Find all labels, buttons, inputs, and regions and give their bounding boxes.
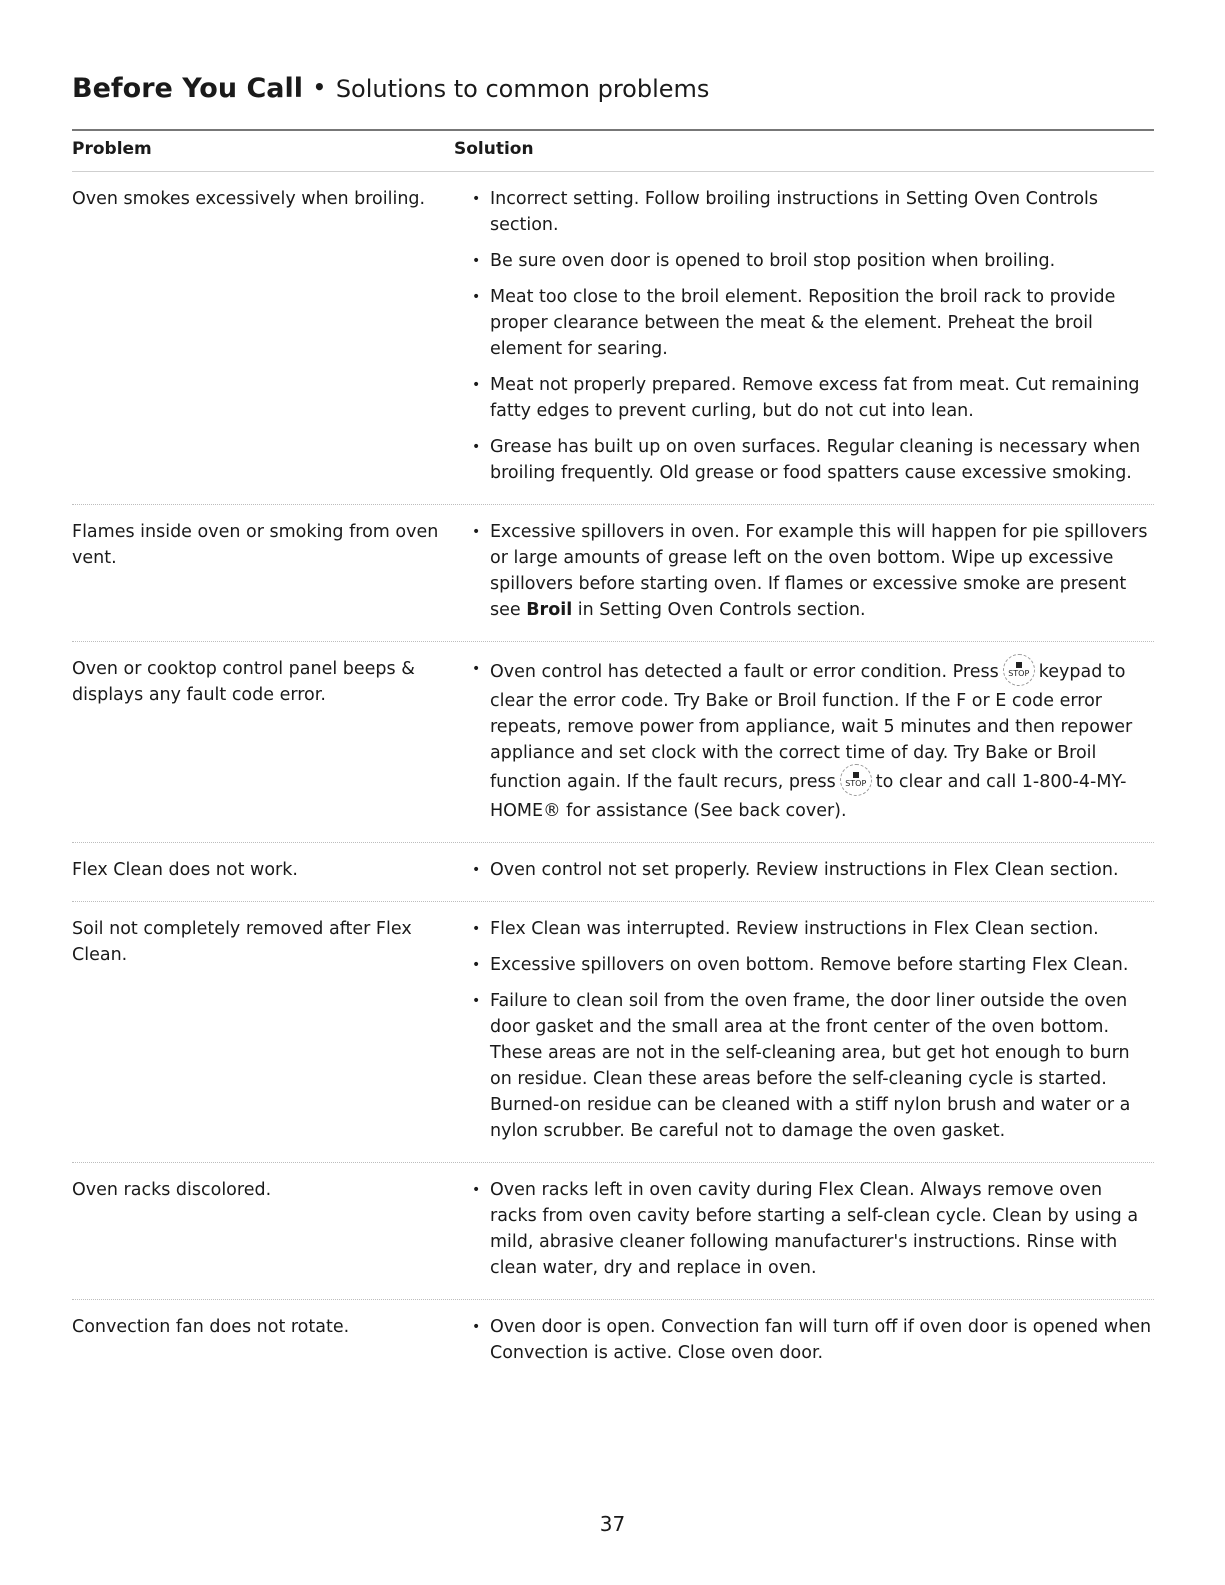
troubleshooting-page — [72, 70, 1154, 1384]
solution-item: • Meat too close to the broil element. Reposition the broil rack to provide proper clearance between the meat & the element. Preheat the broil element for searing. — [470, 284, 1154, 362]
solution-text: keypad to clear the error code. Try Bake or Broil function. If the F or E code error repeats, remove power from appliance, wait 5 minutes and then repower appliance and set clock with the correct time of day. Try Bake or Broil function again. If the fault recurs, press — [490, 662, 1133, 792]
solution-text: Oven control has detected a fault or error condition. Press — [490, 662, 999, 682]
solution-item: • Meat not properly prepared. Remove excess fat from meat. Cut remaining fatty edges to prevent curling, but do not cut into lean. — [470, 372, 1154, 424]
table-row — [72, 1163, 1154, 1300]
table-row — [72, 902, 1154, 1163]
solution-item: • Oven racks left in oven cavity during Flex Clean. Always remove oven racks from oven cavity before starting a self-clean cycle. Clean by using a mild, abrasive cleaner following manufacturer's instructions. Rinse with clean water, dry and replace in oven. — [470, 1177, 1154, 1281]
solution-item: • Oven door is open. Convection fan will turn off if oven door is opened when Convection is active. Close oven door. — [470, 1314, 1154, 1366]
solution-item: • Grease has built up on oven surfaces. Regular cleaning is necessary when broiling frequently. Old grease or food spatters cause excessive smoking. — [470, 434, 1154, 486]
column-header-problem: Problem — [72, 139, 152, 159]
solution-cell — [470, 857, 1154, 883]
title-main: Before You Call — [72, 73, 304, 104]
solution-cell — [470, 916, 1154, 1144]
page-number: 37 — [599, 1512, 626, 1536]
stop-key-label: STOP — [1008, 669, 1030, 678]
solution-item: • Failure to clean soil from the oven frame, the door liner outside the oven door gasket and the small area at the front center of the oven bottom. These areas are not in the self-cleaning area, but get hot enough to burn on residue. Clean these areas before the self-cleaning cycle is started. Burned-on residue can be cleaned with a stiff nylon brush and water or a nylon scrubber. Be careful not to damage the oven gasket. — [470, 988, 1154, 1144]
solution-list — [470, 916, 1154, 1144]
solution-item: • Be sure oven door is opened to broil stop position when broiling. — [470, 248, 1154, 274]
solution-cell — [470, 1177, 1154, 1281]
solution-list — [470, 1177, 1154, 1281]
solution-item: • Incorrect setting. Follow broiling instructions in Setting Oven Controls section. — [470, 186, 1154, 238]
stop-square-icon — [1016, 662, 1022, 668]
problem-cell: Soil not completely removed after Flex Clean. — [72, 919, 412, 965]
solution-cell — [470, 186, 1154, 486]
table-row — [72, 1300, 1154, 1384]
solution-item — [470, 656, 1154, 824]
page-title — [72, 70, 1154, 109]
problem-cell: Convection fan does not rotate. — [72, 1317, 350, 1337]
solution-list — [470, 519, 1154, 623]
title-separator: • — [313, 75, 326, 99]
table-row — [72, 843, 1154, 902]
table-row — [72, 172, 1154, 505]
table-header — [72, 129, 1154, 172]
problem-cell: Oven or cooktop control panel beeps & displays any fault code error. — [72, 659, 415, 705]
solution-list — [470, 1314, 1154, 1366]
stop-key-icon — [840, 764, 872, 796]
column-header-solution: Solution — [454, 139, 534, 159]
solution-item: • Excessive spillovers on oven bottom. Remove before starting Flex Clean. — [470, 952, 1154, 978]
title-subtitle: Solutions to common problems — [335, 75, 710, 103]
problem-cell: Flex Clean does not work. — [72, 860, 298, 880]
solution-cell — [470, 656, 1154, 824]
solution-cell — [470, 519, 1154, 623]
solution-text: Excessive spillovers in oven. For example this will happen for pie spillovers or large amounts of grease left on the oven bottom. Wipe up excessive spillovers before starting oven. If flames or excessive smoke are present see — [490, 522, 1148, 620]
solution-text: to clear and call 1-800-4-MY-HOME® for assistance (See back cover). — [490, 772, 1127, 821]
solution-text: in Setting Oven Controls section. — [572, 600, 866, 620]
table-row — [72, 505, 1154, 642]
solution-item: • Flex Clean was interrupted. Review instructions in Flex Clean section. — [470, 916, 1154, 942]
solution-list — [470, 656, 1154, 824]
solution-item — [470, 519, 1154, 623]
stop-key-icon — [1003, 654, 1035, 686]
solution-bold-text: Broil — [526, 600, 573, 620]
solution-item: • Oven control not set properly. Review instructions in Flex Clean section. — [470, 857, 1154, 883]
solution-list — [470, 857, 1154, 883]
table-row — [72, 642, 1154, 843]
problem-cell: Flames inside oven or smoking from oven vent. — [72, 522, 439, 568]
problem-cell: Oven smokes excessively when broiling. — [72, 189, 426, 209]
problem-cell: Oven racks discolored. — [72, 1180, 272, 1200]
stop-key-label: STOP — [845, 779, 867, 788]
stop-square-icon — [853, 772, 859, 778]
solution-list — [470, 186, 1154, 486]
solution-cell — [470, 1314, 1154, 1366]
